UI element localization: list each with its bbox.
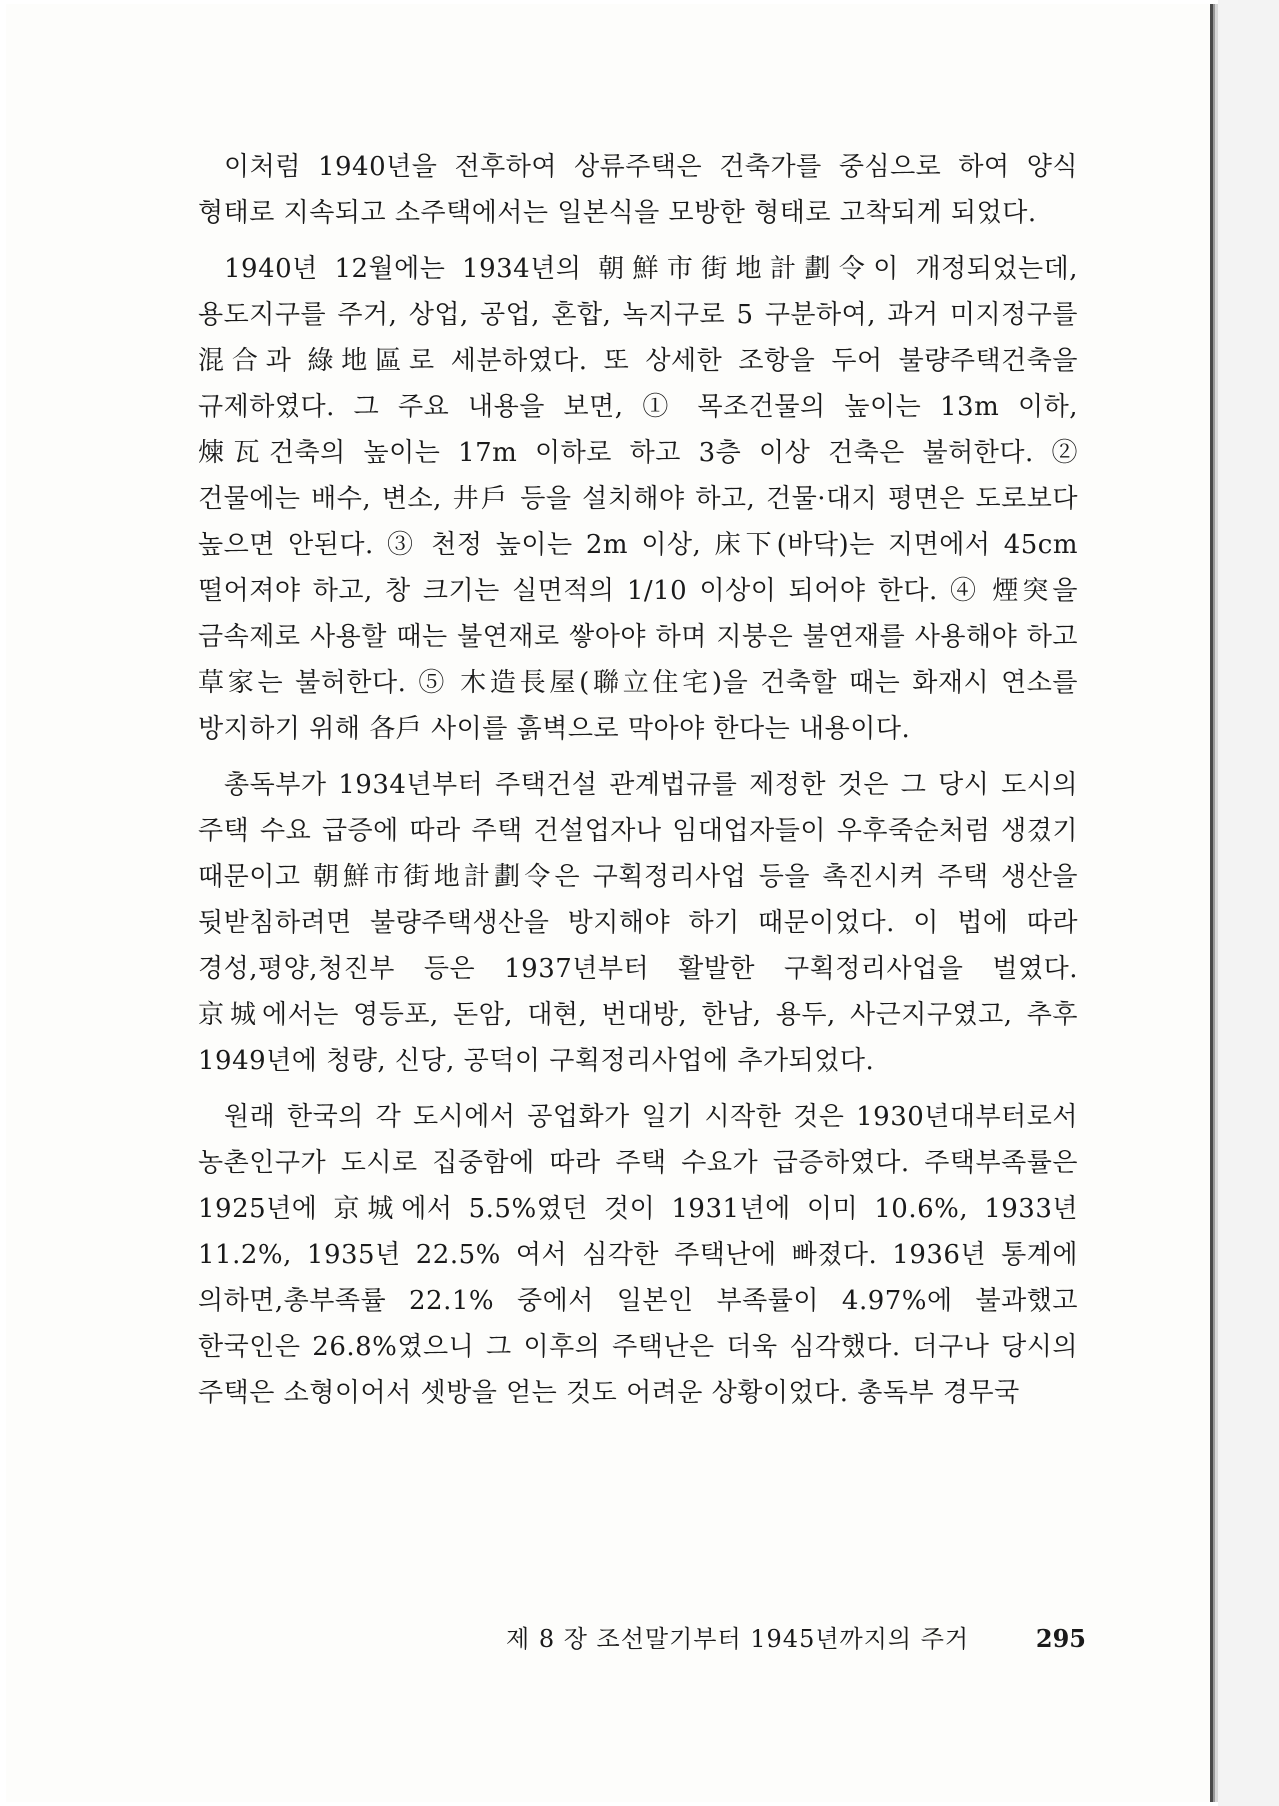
page-footer (506, 1619, 1086, 1659)
page-number: 295 (1035, 1624, 1086, 1653)
paragraph-4: 원래 한국의 각 도시에서 공업화가 일기 시작한 것은 1930년대부터로서 농촌인구가 도시로 집중함에 따라 주택 수요가 급증하였다. 주택부족률은 1925년에 京城에서 5.5%였던 것이 1931년에 이미 10.6%, 1933년 11.2%, 1935년 22.5% 여서 심각한 주택난에 빠졌다. 1936년 통계에 의하면,총부족률 22.1% 중에서 일본인 부족률이 4.97%에 불과했고 한국인은 26.8%였으니 그 이후의 주택난은 더욱 심각했다. 더구나 당시의 주택은 소형이어서 셋방을 얻는 것도 어려운 상황이었다. 총독부 경무국 (198, 1102, 1078, 1408)
body-text (198, 144, 1078, 1426)
viewer-margin (1218, 0, 1279, 1806)
book-page (6, 4, 1213, 1802)
paragraph-2: 1940년 12월에는 1934년의 朝鮮市街地計劃令이 개정되었는데, 용도지구를 주거, 상업, 공업, 혼합, 녹지구로 5 구분하여, 과거 미지정구를 混合과 綠地區로 세분하였다. 또 상세한 조항을 두어 불량주택건축을 규제하였다. 그 주요 내용을 보면, ① 목조건물의 높이는 13m 이하, 煉瓦건축의 높이는 17m 이하로 하고 3층 이상 건축은 불허한다. ② 건물에는 배수, 변소, 井戶 등을 설치해야 하고, 건물·대지 평면은 도로보다 높으면 안된다. ③ 천정 높이는 2m 이상, 床下(바닥)는 지면에서 45cm 떨어져야 하고, 창 크기는 실면적의 1/10 이상이 되어야 한다. ④ 煙突을 금속제로 사용할 때는 불연재로 쌓아야 하며 지붕은 불연재를 사용해야 하고 草家는 불허한다. ⑤ 木造長屋(聯立住宅)을 건축할 때는 화재시 연소를 방지하기 위해 各戶 사이를 흙벽으로 막아야 한다는 내용이다. (198, 254, 1078, 744)
paragraph-3: 총독부가 1934년부터 주택건설 관계법규를 제정한 것은 그 당시 도시의 주택 수요 급증에 따라 주택 건설업자나 임대업자들이 우후죽순처럼 생겼기 때문이고 朝鮮市街地計劃令은 구획정리사업 등을 촉진시켜 주택 생산을 뒷받침하려면 불량주택생산을 방지해야 하기 때문이었다. 이 법에 따라 경성,평양,청진부 등은 1937년부터 활발한 구획정리사업을 벌였다. 京城에서는 영등포, 돈암, 대현, 번대방, 한남, 용두, 사근지구였고, 추후 1949년에 청량, 신당, 공덕이 구획정리사업에 추가되었다. (198, 770, 1078, 1076)
running-chapter-title: 제 8 장 조선말기부터 1945년까지의 주거 (506, 1625, 970, 1653)
paragraph-1: 이처럼 1940년을 전후하여 상류주택은 건축가를 중심으로 하여 양식 형태로 지속되고 소주택에서는 일본식을 모방한 형태로 고착되게 되었다. (198, 152, 1078, 228)
